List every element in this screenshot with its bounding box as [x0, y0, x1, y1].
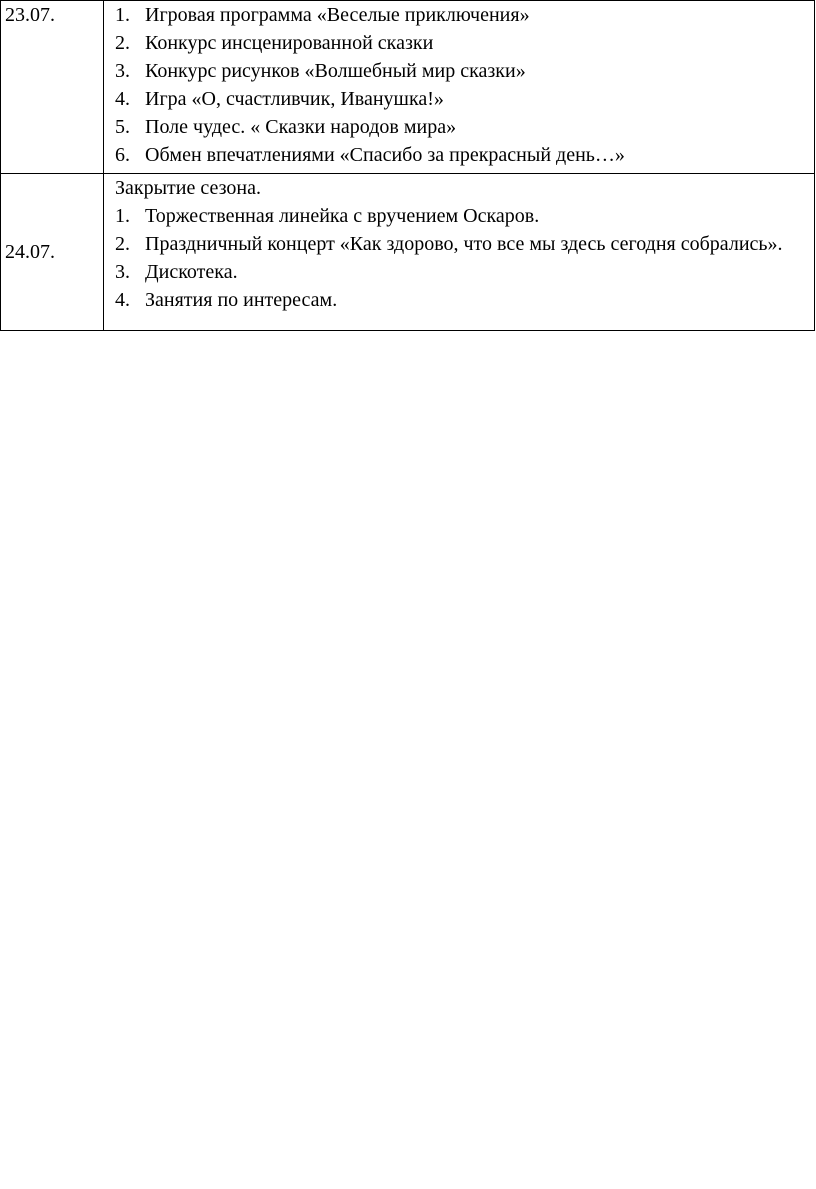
item-text: Занятия по интересам. — [145, 289, 338, 311]
list-item — [115, 142, 810, 169]
list-item — [115, 114, 810, 141]
list-item — [115, 30, 810, 57]
item-number: 4. — [115, 289, 130, 311]
activities-cell — [104, 1, 815, 174]
item-text: Конкурс рисунков «Волшебный мир сказки» — [145, 60, 526, 82]
list-item — [115, 203, 810, 230]
date-cell — [1, 174, 104, 331]
list-item — [115, 86, 810, 113]
item-text: Обмен впечатлениями «Спасибо за прекрасный день…» — [145, 144, 625, 166]
activities-cell — [104, 174, 815, 331]
date-text: 23.07. — [5, 4, 55, 26]
item-text: Игровая программа «Веселые приключения» — [145, 4, 530, 26]
item-number: 6. — [115, 144, 130, 166]
item-number: 1. — [115, 205, 130, 227]
item-text: Дискотека. — [145, 261, 238, 283]
item-number: 4. — [115, 88, 130, 110]
item-text: Торжественная линейка с вручением Оскаров. — [145, 205, 540, 227]
item-text: Игра «О, счастливчик, Иванушка!» — [145, 88, 444, 110]
item-text: Поле чудес. « Сказки народов мира» — [145, 116, 457, 138]
date-cell — [1, 1, 104, 174]
list-item — [115, 231, 810, 258]
item-number: 3. — [115, 261, 130, 283]
section-intro: Закрытие сезона. — [115, 177, 261, 199]
list-item — [115, 58, 810, 85]
list-item — [115, 287, 810, 314]
item-number: 2. — [115, 32, 130, 54]
item-text: Конкурс инсценированной сказки — [145, 32, 434, 54]
table-row — [1, 1, 815, 174]
date-text: 24.07. — [5, 241, 55, 263]
item-text: Праздничный концерт «Как здорово, что все мы здесь сегодня собрались». — [145, 233, 783, 255]
item-number: 3. — [115, 60, 130, 82]
schedule-table — [0, 0, 815, 331]
activity-list — [115, 2, 810, 169]
activity-list — [115, 203, 810, 314]
item-number: 5. — [115, 116, 130, 138]
list-item — [115, 259, 810, 286]
table-row — [1, 174, 815, 331]
item-number: 2. — [115, 233, 130, 255]
list-item — [115, 2, 810, 29]
item-number: 1. — [115, 4, 130, 26]
